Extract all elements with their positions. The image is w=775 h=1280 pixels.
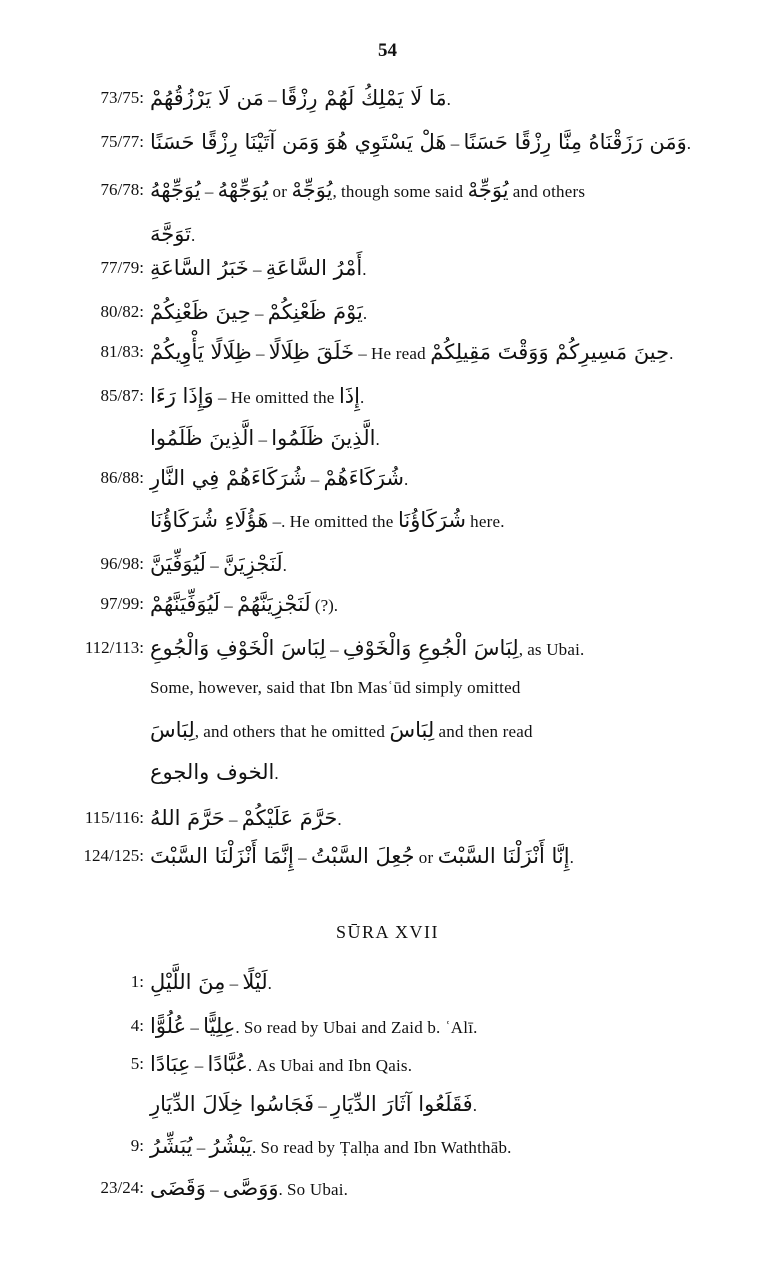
commentary-text: . <box>362 260 367 279</box>
commentary-text: – <box>219 596 237 615</box>
entry-text <box>150 300 367 324</box>
entry-line <box>0 122 775 162</box>
arabic-reading: وَمَن رَزَقْنَاهُ مِنَّا رِزْقًا حَسَنًا <box>463 130 687 154</box>
arabic-reading: خَبَرُ السَّاعَةِ <box>150 256 249 280</box>
commentary-text: . <box>404 470 409 489</box>
commentary-text: . <box>337 810 342 829</box>
entry-line <box>0 292 775 332</box>
commentary-text: – <box>251 344 269 363</box>
commentary-text: . As Ubai and Ibn Qais. <box>247 1056 413 1075</box>
commentary-text: – <box>446 134 464 153</box>
entry-text <box>150 1014 478 1038</box>
commentary-text: – <box>293 848 311 867</box>
commentary-text: . <box>669 344 674 363</box>
entry-text <box>150 178 585 202</box>
verse-reference: 115/116: <box>84 808 144 827</box>
entry-text <box>150 1134 512 1158</box>
arabic-reading: ظِلَالًا يَأْوِيكُمْ <box>150 340 252 364</box>
arabic-reading: إِنَّمَا أَنْزَلْنَا السَّبْتَ <box>150 844 294 868</box>
commentary-text: . <box>446 90 451 109</box>
commentary-text: . <box>362 304 368 323</box>
arabic-reading: مَا لَا يَمْلِكُ لَهُمْ رِزْقًا <box>280 86 447 110</box>
verse-reference: 75/77: <box>100 132 144 151</box>
verse-reference: 112/113: <box>84 638 144 657</box>
entry-text <box>150 222 195 246</box>
arabic-reading: وَقَضَى <box>150 1176 206 1200</box>
arabic-reading: لَيُوَفِّيَنَّ <box>150 552 206 576</box>
arabic-reading: مَن لَا يَرْزُقُهُمْ <box>150 86 264 110</box>
arabic-reading: هَؤُلَاءِ شُرَكَاؤُنَا <box>150 508 269 532</box>
entry-line <box>0 1084 775 1124</box>
commentary-text: . So read by Ṭalḥa and Ibn Waththāb. <box>252 1138 512 1157</box>
entry-text <box>150 636 585 660</box>
arabic-reading: وَوَصَّى <box>222 1176 279 1200</box>
commentary-text: . <box>274 764 279 783</box>
entry-line <box>0 752 775 792</box>
arabic-reading: يُوَجِّهْهُ <box>217 178 269 202</box>
arabic-reading: شُرَكَاءَهُمْ فِي النَّارِ <box>150 466 307 490</box>
commentary-text: or <box>414 848 438 867</box>
commentary-text: – <box>254 430 272 449</box>
entry-text <box>150 1092 477 1116</box>
entry-line <box>0 1126 775 1166</box>
entry-text <box>150 256 367 280</box>
arabic-reading: فَقَلَعُوا آثَارَ الدِّيَارِ <box>331 1092 473 1116</box>
verse-reference: 4: <box>130 1016 144 1035</box>
verse-reference: 85/87: <box>100 386 144 405</box>
entry-line <box>0 458 775 498</box>
commentary-text: – He omitted the <box>213 388 339 407</box>
entry-line <box>0 836 775 876</box>
entry-text <box>150 1176 348 1200</box>
commentary-text: . <box>190 226 196 245</box>
arabic-reading: يُوَجِّهْهُ <box>150 178 201 202</box>
verse-reference: 124/125: <box>83 846 144 865</box>
verse-reference: 77/79: <box>100 258 144 277</box>
verse-reference: 23/24: <box>100 1178 144 1197</box>
commentary-text: – <box>200 182 218 201</box>
commentary-text: (?). <box>310 596 339 615</box>
commentary-text: . <box>282 556 287 575</box>
arabic-reading: يُوَجِّهْ <box>467 178 509 202</box>
commentary-text: – <box>190 1056 208 1075</box>
arabic-reading: يَبْشُرُ <box>209 1134 253 1158</box>
commentary-text: and then read <box>434 722 533 741</box>
arabic-reading: عُبَّادًا <box>207 1052 248 1076</box>
entry-line <box>0 332 775 372</box>
entry-line <box>0 418 775 458</box>
entry-text <box>150 130 691 154</box>
arabic-reading: حَرَّمَ اللهُ <box>150 806 225 830</box>
commentary-text: and others <box>508 182 586 201</box>
arabic-reading: خَلَقَ ظِلَالًا <box>268 340 355 364</box>
entry-text <box>150 718 533 742</box>
commentary-text: – <box>248 260 266 279</box>
entry-text <box>150 844 574 868</box>
entry-line <box>0 962 775 1002</box>
arabic-reading: لِبَاسَ الْجُوعِ وَالْخَوْفِ <box>342 636 519 660</box>
arabic-reading: الَّذِينَ ظَلَمُوا <box>150 426 255 450</box>
entry-line <box>0 248 775 288</box>
commentary-text: . <box>472 1096 477 1115</box>
entry-text <box>150 384 364 408</box>
entry-text <box>150 1052 412 1076</box>
arabic-reading: يُوَجِّهْ <box>291 178 333 202</box>
entry-line <box>0 584 775 624</box>
entry-text <box>150 678 521 698</box>
verse-reference: 1: <box>130 972 144 991</box>
arabic-reading: عُلُوًّا <box>150 1014 187 1038</box>
commentary-text: – <box>224 810 242 829</box>
commentary-text: . <box>569 848 574 867</box>
arabic-reading: حِينَ ظَعْنِكُمْ <box>150 300 251 324</box>
commentary-text: – <box>306 470 324 489</box>
arabic-reading: يُبَشِّرُ <box>150 1134 193 1158</box>
arabic-reading: هَلْ يَسْتَوِي هُوَ وَمَن آتَيْنَا رِزْقًا حَسَنًا <box>150 130 447 154</box>
arabic-reading: لِبَاسَ الْخَوْفِ وَالْجُوعِ <box>150 636 326 660</box>
arabic-reading: لَنَجْزِيَنَّ <box>222 552 283 576</box>
arabic-reading: لَيُوَفِّيَنَّهُمْ <box>150 592 220 616</box>
arabic-reading: فَجَاسُوا خِلَالَ الدِّيَارِ <box>150 1092 315 1116</box>
entry-text <box>150 552 287 576</box>
commentary-text: or <box>268 182 292 201</box>
commentary-text: – <box>314 1096 332 1115</box>
commentary-text: – <box>186 1018 204 1037</box>
arabic-reading: الَّذِينَ ظَلَمُوا <box>271 426 376 450</box>
entry-line <box>0 710 775 750</box>
commentary-text: here. <box>465 512 505 531</box>
section-heading: SŪRA XVII <box>335 922 439 942</box>
commentary-text: . <box>267 974 272 993</box>
arabic-reading: لَيْلًا <box>242 970 268 994</box>
entry-line <box>0 1168 775 1208</box>
commentary-text: – <box>263 90 281 109</box>
arabic-reading: عِبَادًا <box>150 1052 191 1076</box>
arabic-reading: إِنَّا أَنْزَلْنَا السَّبْتَ <box>437 844 570 868</box>
entry-line <box>0 628 775 668</box>
commentary-text: Some, however, said that Ibn Masʿūd simply omitted <box>150 678 521 697</box>
verse-reference: 76/78: <box>100 180 144 199</box>
entry-text <box>150 806 342 830</box>
arabic-reading: لِبَاسَ <box>389 718 435 742</box>
entry-line <box>0 544 775 584</box>
verse-reference: 73/75: <box>100 88 144 107</box>
commentary-text: – <box>205 1180 223 1199</box>
arabic-reading: شُرَكَاؤُنَا <box>397 508 466 532</box>
arabic-reading: أَمْرُ السَّاعَةِ <box>265 256 363 280</box>
verse-reference: 81/83: <box>100 342 144 361</box>
entry-line <box>0 668 775 708</box>
commentary-text: – <box>250 304 268 323</box>
commentary-text: – <box>192 1138 210 1157</box>
entry-text <box>150 760 279 784</box>
arabic-reading: يَوْمَ ظَعْنِكُمْ <box>267 300 363 324</box>
entry-text <box>150 426 380 450</box>
arabic-reading: إِذَا <box>338 384 360 408</box>
arabic-reading: عِلِيًّا <box>203 1014 236 1038</box>
entry-line <box>0 376 775 416</box>
entry-text <box>150 466 408 490</box>
entry-line <box>0 500 775 540</box>
commentary-text: – <box>325 640 343 659</box>
commentary-text: – He read <box>354 344 431 363</box>
entry-line <box>0 798 775 838</box>
entry-line <box>0 78 775 118</box>
entry-line <box>0 1044 775 1084</box>
commentary-text: . So read by Ubai and Zaid b. ʿAlī. <box>235 1018 478 1037</box>
entry-line <box>0 1006 775 1046</box>
entry-line <box>0 170 775 210</box>
commentary-text: – <box>225 974 243 993</box>
entry-text <box>150 592 338 616</box>
arabic-reading: الخوف والجوع <box>150 760 275 784</box>
commentary-text: , and others that he omitted <box>194 722 390 741</box>
entry-text <box>150 970 272 994</box>
commentary-text: –. He omitted the <box>268 512 398 531</box>
entry-text <box>150 508 505 532</box>
verse-reference: 80/82: <box>100 302 144 321</box>
entry-text <box>150 340 673 364</box>
arabic-reading: مِنَ اللَّيْلِ <box>150 970 226 994</box>
arabic-reading: حِينَ مَسِيرِكُمْ وَوَقْتَ مَقِيلِكُمْ <box>430 340 670 364</box>
arabic-reading: جُعِلَ السَّبْتُ <box>310 844 415 868</box>
arabic-reading: حَرَّمَ عَلَيْكُمْ <box>241 806 338 830</box>
page-number: 54 <box>378 40 397 61</box>
arabic-reading: شُرَكَاءَهُمْ <box>323 466 405 490</box>
entry-text <box>150 86 451 110</box>
arabic-reading: لِبَاسَ <box>150 718 195 742</box>
verse-reference: 9: <box>130 1136 144 1155</box>
verse-reference: 5: <box>130 1054 144 1073</box>
commentary-text: – <box>205 556 223 575</box>
verse-reference: 96/98: <box>100 554 144 573</box>
commentary-text: . <box>375 430 380 449</box>
commentary-text: , though some said <box>332 182 468 201</box>
commentary-text: . <box>686 134 691 153</box>
commentary-text: . <box>360 388 365 407</box>
arabic-reading: وَإِذَا رَءَا <box>150 384 214 408</box>
commentary-text: , as Ubai. <box>518 640 585 659</box>
arabic-reading: لَنَجْزِيَنَّهُمْ <box>236 592 311 616</box>
verse-reference: 86/88: <box>100 468 144 487</box>
commentary-text: . So Ubai. <box>278 1180 349 1199</box>
arabic-reading: تَوَجَّهَ <box>150 222 191 246</box>
verse-reference: 97/99: <box>100 594 144 613</box>
